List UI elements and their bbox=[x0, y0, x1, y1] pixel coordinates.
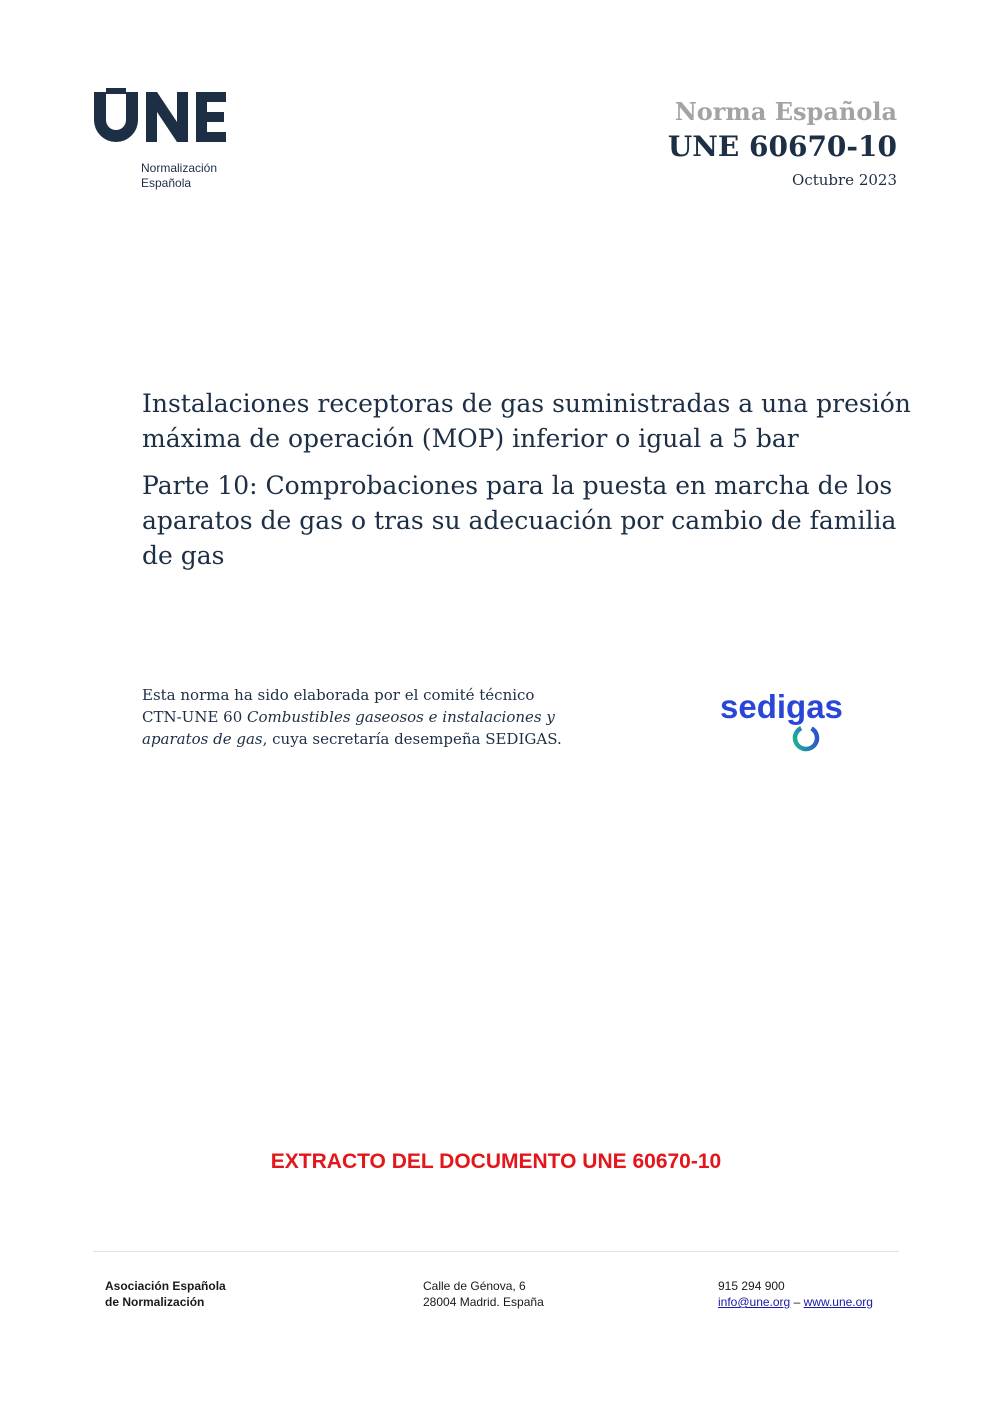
footer-org-line2: de Normalización bbox=[105, 1295, 205, 1309]
logo-sub-line2: Española bbox=[141, 176, 192, 190]
footer-separator: – bbox=[793, 1295, 801, 1309]
sedigas-ring-icon bbox=[791, 723, 821, 753]
norma-code: UNE 60670-10 bbox=[667, 130, 897, 163]
une-logo-bar bbox=[106, 88, 126, 94]
footer-website-link[interactable]: www.une.org bbox=[803, 1295, 873, 1309]
une-logo-subtitle bbox=[141, 161, 217, 191]
footer-email-link[interactable]: info@une.org bbox=[718, 1295, 791, 1309]
footer-address-line2: 28004 Madrid. España bbox=[423, 1295, 544, 1309]
committee-intro: Esta norma ha sido elaborada por el comité técnico bbox=[142, 686, 535, 704]
committee-name: Combustibles gaseosos e instalaciones y aparatos de gas bbox=[142, 708, 555, 748]
norma-header bbox=[668, 96, 897, 192]
sedigas-logo-text: sedigas bbox=[720, 688, 843, 725]
footer-org-line1: Asociación Española bbox=[105, 1279, 226, 1293]
document-title: Instalaciones receptoras de gas suministradas a una presión máxima de operación (MOP) inferior o igual a 5 bar bbox=[142, 389, 911, 453]
document-title-block bbox=[142, 386, 912, 573]
committee-secretary: , cuya secretaría desempeña SEDIGAS. bbox=[262, 730, 562, 748]
committee-code: CTN-UNE 60 bbox=[142, 708, 243, 726]
une-logo-letter-e bbox=[196, 92, 226, 142]
footer-links bbox=[718, 1294, 873, 1310]
une-logo-letter-u bbox=[94, 92, 138, 142]
footer-phone: 915 294 900 bbox=[718, 1279, 785, 1293]
norma-label: Norma Española bbox=[674, 97, 897, 126]
footer-address bbox=[423, 1278, 544, 1310]
norma-date: Octubre 2023 bbox=[792, 171, 897, 189]
extract-notice: EXTRACTO DEL DOCUMENTO UNE 60670-10 bbox=[270, 1150, 722, 1173]
footer-address-line1: Calle de Génova, 6 bbox=[423, 1279, 526, 1293]
footer-organization bbox=[105, 1278, 226, 1310]
footer-contact bbox=[718, 1278, 873, 1310]
committee-statement bbox=[142, 684, 622, 750]
document-part-title: Parte 10: Comprobaciones para la puesta en marcha de los aparatos de gas o tras su adecuación por cambio de familia de gas bbox=[142, 471, 897, 570]
sedigas-logo bbox=[718, 684, 868, 756]
logo-sub-line1: Normalización bbox=[141, 161, 218, 175]
footer-divider bbox=[93, 1251, 899, 1252]
une-logo-letter-n bbox=[146, 92, 188, 142]
